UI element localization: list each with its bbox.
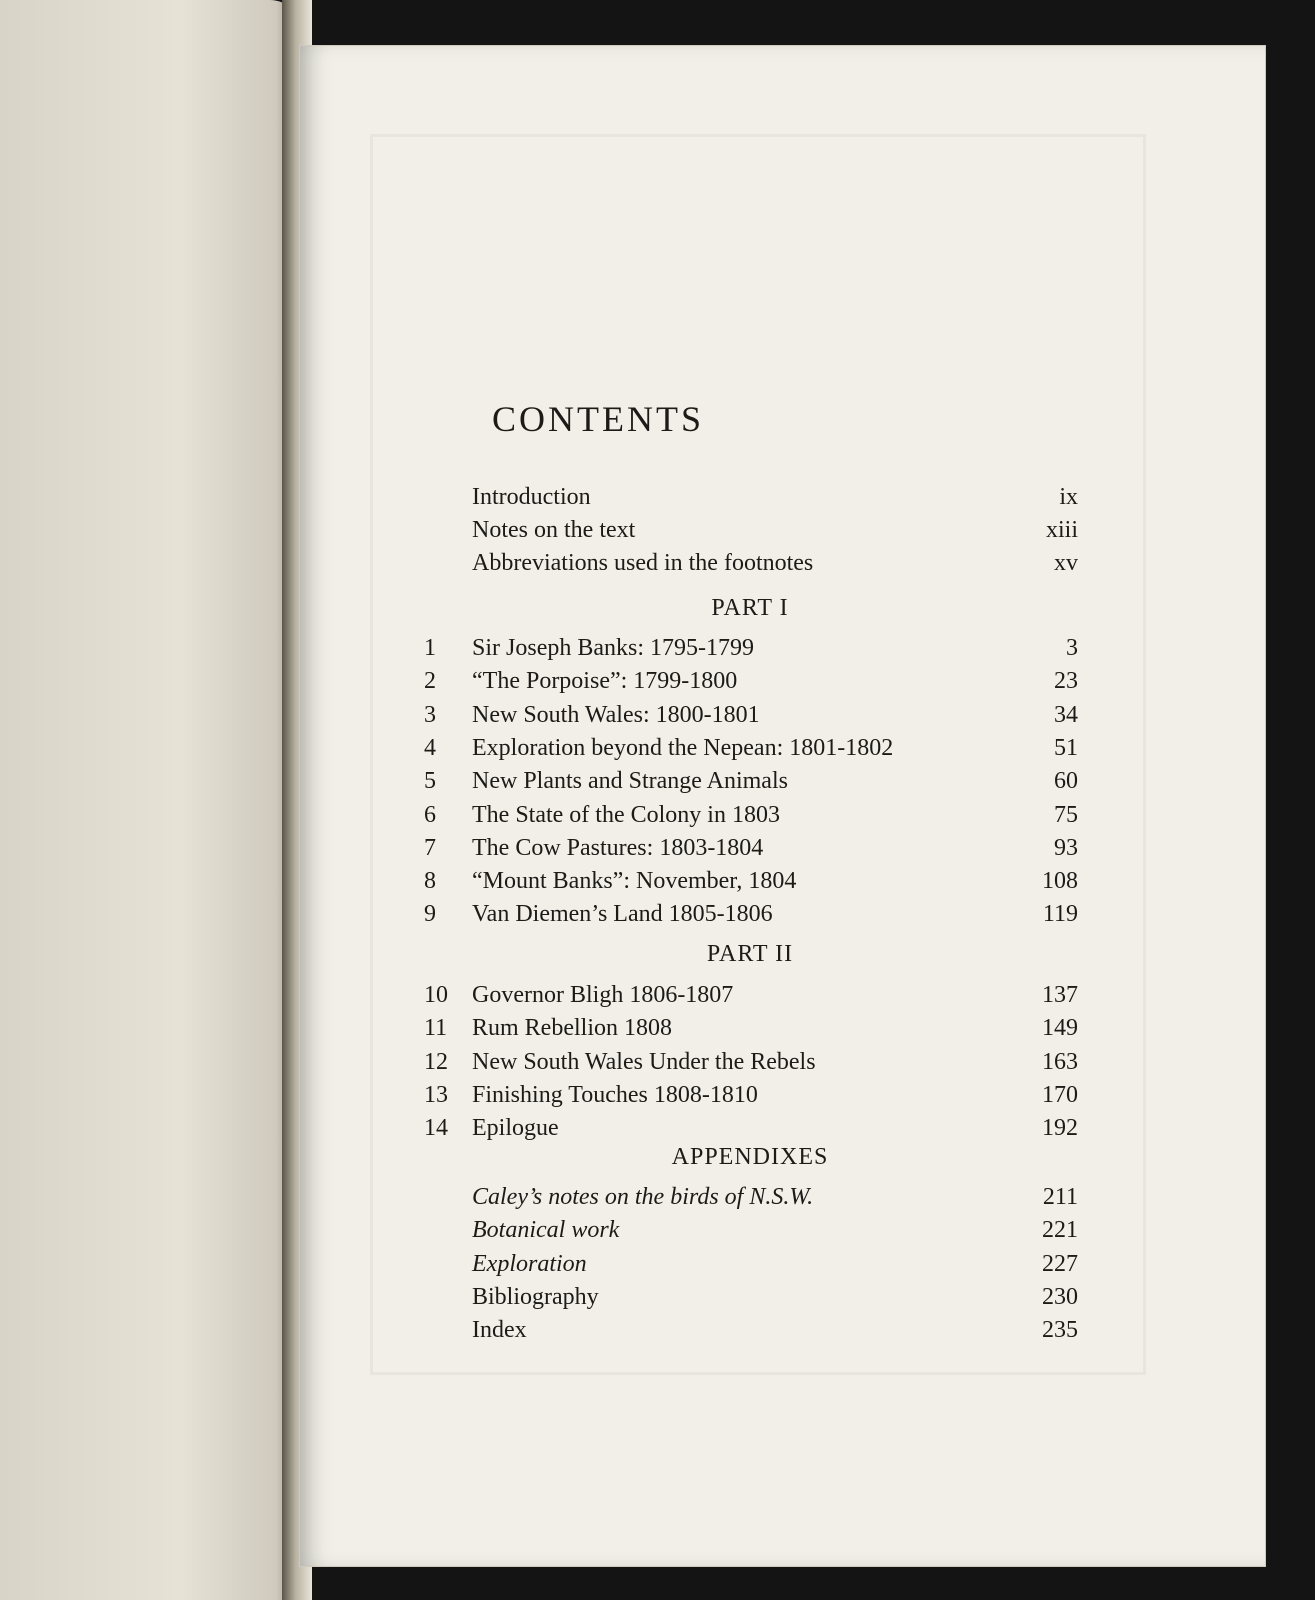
page-number: 108: [1042, 868, 1078, 895]
toc-row: [424, 1284, 1078, 1314]
entry-title: Exploration beyond the Nepean: 1801-1802: [472, 734, 894, 761]
page-number: 51: [1054, 734, 1078, 761]
toc-row: [424, 835, 1078, 865]
toc-row: [424, 550, 1078, 580]
chapter-number: 1: [424, 635, 436, 661]
toc-row: [424, 1184, 1078, 1214]
entry-title: New South Wales Under the Rebels: [472, 1048, 816, 1075]
entry-title: Epilogue: [472, 1115, 559, 1142]
entry-title: New Plants and Strange Animals: [472, 768, 788, 795]
page-number: 60: [1054, 768, 1078, 795]
toc-row: [424, 517, 1078, 547]
toc-row: [424, 635, 1078, 665]
entry-title: “The Porpoise”: 1799-1800: [472, 668, 738, 695]
page-number: 23: [1054, 668, 1078, 695]
page-number: 235: [1042, 1317, 1078, 1344]
chapter-number: 7: [424, 834, 436, 861]
entry-title: Governor Bligh 1806-1807: [472, 982, 734, 1008]
toc-row: [424, 484, 1078, 514]
toc-row: [424, 901, 1078, 931]
toc-row: [424, 1217, 1078, 1247]
table-of-contents: [300, 46, 1265, 1566]
toc-row: [424, 668, 1078, 698]
chapter-number: 12: [424, 1048, 448, 1075]
toc-row: [424, 768, 1078, 798]
page-number: 137: [1042, 982, 1078, 1008]
toc-row: [424, 702, 1078, 732]
toc-row: [424, 868, 1078, 898]
page-number: xiii: [1045, 517, 1078, 543]
chapter-number: 5: [424, 768, 436, 795]
part-heading: PART II: [706, 941, 794, 967]
chapter-number: 9: [424, 901, 436, 928]
page-number: 119: [1042, 901, 1078, 928]
entry-title: Introduction: [472, 484, 591, 510]
page-number: 75: [1054, 801, 1078, 828]
page-number: xv: [1054, 550, 1078, 576]
chapter-number: 11: [424, 1015, 448, 1042]
entry-title: Finishing Touches 1808-1810: [472, 1081, 758, 1108]
toc-row: [424, 1317, 1078, 1347]
entry-title: Botanical work: [472, 1217, 620, 1244]
toc-row: [424, 1015, 1078, 1045]
chapter-number: 13: [424, 1081, 448, 1108]
toc-row: [424, 802, 1078, 832]
page-number: 227: [1042, 1250, 1078, 1277]
chapter-number: 8: [424, 868, 436, 895]
chapter-number: 4: [424, 734, 436, 761]
entry-title: Caley’s notes on the birds of N.S.W.: [472, 1184, 814, 1210]
chapter-number: 6: [424, 801, 436, 828]
entry-title: Sir Joseph Banks: 1795-1799: [472, 635, 754, 661]
page-number: 221: [1042, 1217, 1078, 1244]
entry-title: The State of the Colony in 1803: [472, 801, 780, 828]
entry-title: Abbreviations used in the footnotes: [472, 550, 814, 576]
contents-page: [300, 46, 1265, 1566]
entry-title: “Mount Banks”: November, 1804: [472, 868, 797, 895]
contents-heading: CONTENTS: [492, 399, 704, 439]
toc-row: [424, 1115, 1078, 1145]
page-number: 230: [1042, 1283, 1078, 1310]
entry-title: New South Wales: 1800-1801: [472, 701, 760, 728]
page-number: 192: [1042, 1115, 1078, 1142]
page-number: 34: [1054, 701, 1078, 728]
part-heading: APPENDIXES: [671, 1144, 829, 1170]
toc-row: [424, 735, 1078, 765]
chapter-number: 10: [424, 982, 448, 1008]
entry-title: Van Diemen’s Land 1805-1806: [472, 901, 773, 928]
entry-title: Notes on the text: [472, 517, 636, 543]
part-heading: PART I: [711, 595, 789, 621]
chapter-number: 14: [424, 1115, 448, 1142]
toc-row: [424, 1251, 1078, 1281]
left-book-page: [0, 0, 300, 1600]
entry-title: Index: [472, 1317, 527, 1344]
page-number: 3: [1066, 635, 1078, 661]
entry-title: Exploration: [472, 1250, 587, 1277]
toc-row: [424, 1082, 1078, 1112]
entry-title: The Cow Pastures: 1803-1804: [472, 834, 764, 861]
page-number: 93: [1054, 834, 1078, 861]
page-number: ix: [1059, 484, 1078, 510]
entry-title: Rum Rebellion 1808: [472, 1015, 672, 1042]
entry-title: Bibliography: [472, 1283, 599, 1310]
toc-row: [424, 1049, 1078, 1079]
chapter-number: 2: [424, 668, 436, 695]
page-number: 211: [1042, 1184, 1078, 1210]
page-number: 163: [1042, 1048, 1078, 1075]
page-number: 149: [1042, 1015, 1078, 1042]
toc-row: [424, 982, 1078, 1012]
chapter-number: 3: [424, 701, 436, 728]
page-number: 170: [1042, 1081, 1078, 1108]
